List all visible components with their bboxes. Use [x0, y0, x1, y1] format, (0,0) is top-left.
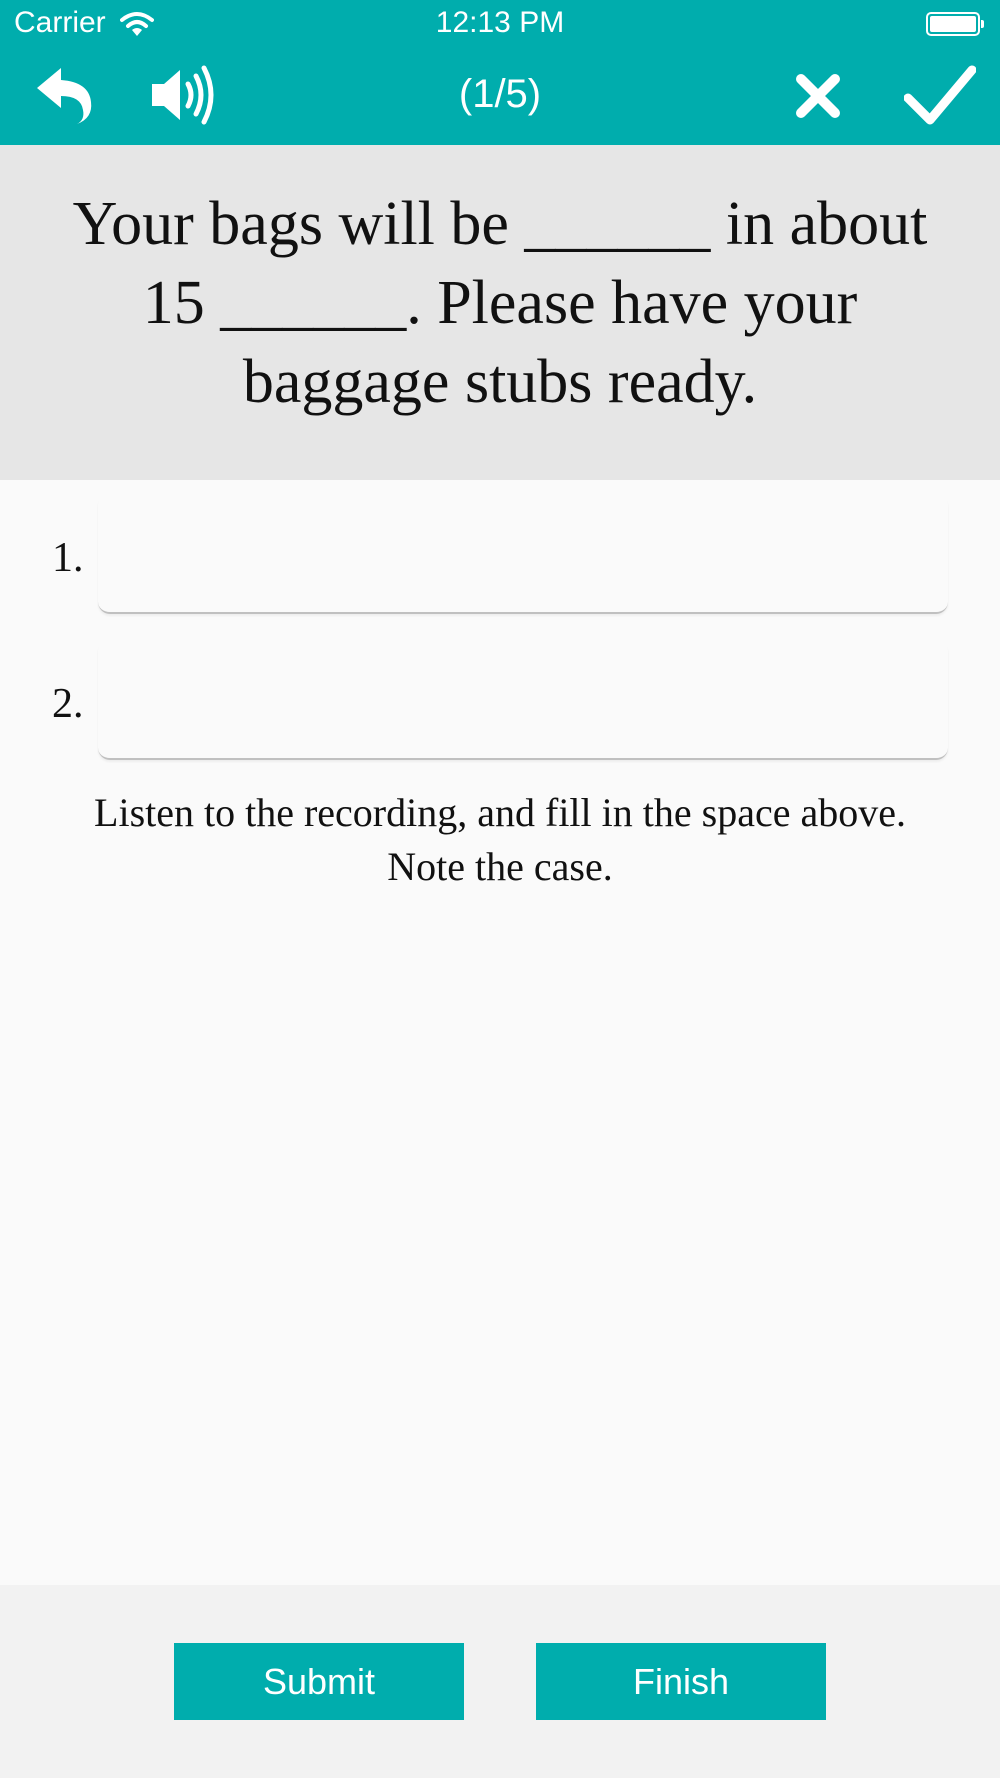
- top-bar: [0, 0, 1000, 145]
- finish-button[interactable]: Finish: [536, 1643, 826, 1720]
- question-line: baggage stubs ready.: [242, 348, 758, 416]
- status-time: 12:13 PM: [435, 6, 565, 39]
- question-line: Your bags will be ______ in about: [72, 190, 928, 258]
- close-icon: [795, 73, 841, 119]
- answer-number: 1.: [52, 535, 84, 581]
- close-button[interactable]: [790, 68, 846, 124]
- question-progress: (1/5): [458, 72, 542, 116]
- instructions: [30, 786, 970, 894]
- footer-bar: [0, 1585, 1000, 1778]
- answer-number: 2.: [52, 681, 84, 727]
- submit-button[interactable]: Submit: [174, 1643, 464, 1720]
- answer-input-2[interactable]: [98, 640, 948, 760]
- battery-icon: [926, 12, 980, 36]
- question-line: 15 ______. Please have your: [142, 269, 858, 337]
- answer-row-2: [0, 640, 1000, 758]
- answer-input-1[interactable]: [98, 494, 948, 614]
- instructions-line: Note the case.: [387, 844, 613, 889]
- status-carrier: Carrier: [14, 6, 106, 39]
- answer-row-1: [0, 494, 1000, 612]
- question-text: [40, 185, 960, 422]
- question-panel: [0, 145, 1000, 480]
- instructions-line: Listen to the recording, and fill in the space above.: [94, 790, 906, 835]
- checkmark-icon: [904, 64, 976, 128]
- confirm-button[interactable]: [900, 60, 980, 132]
